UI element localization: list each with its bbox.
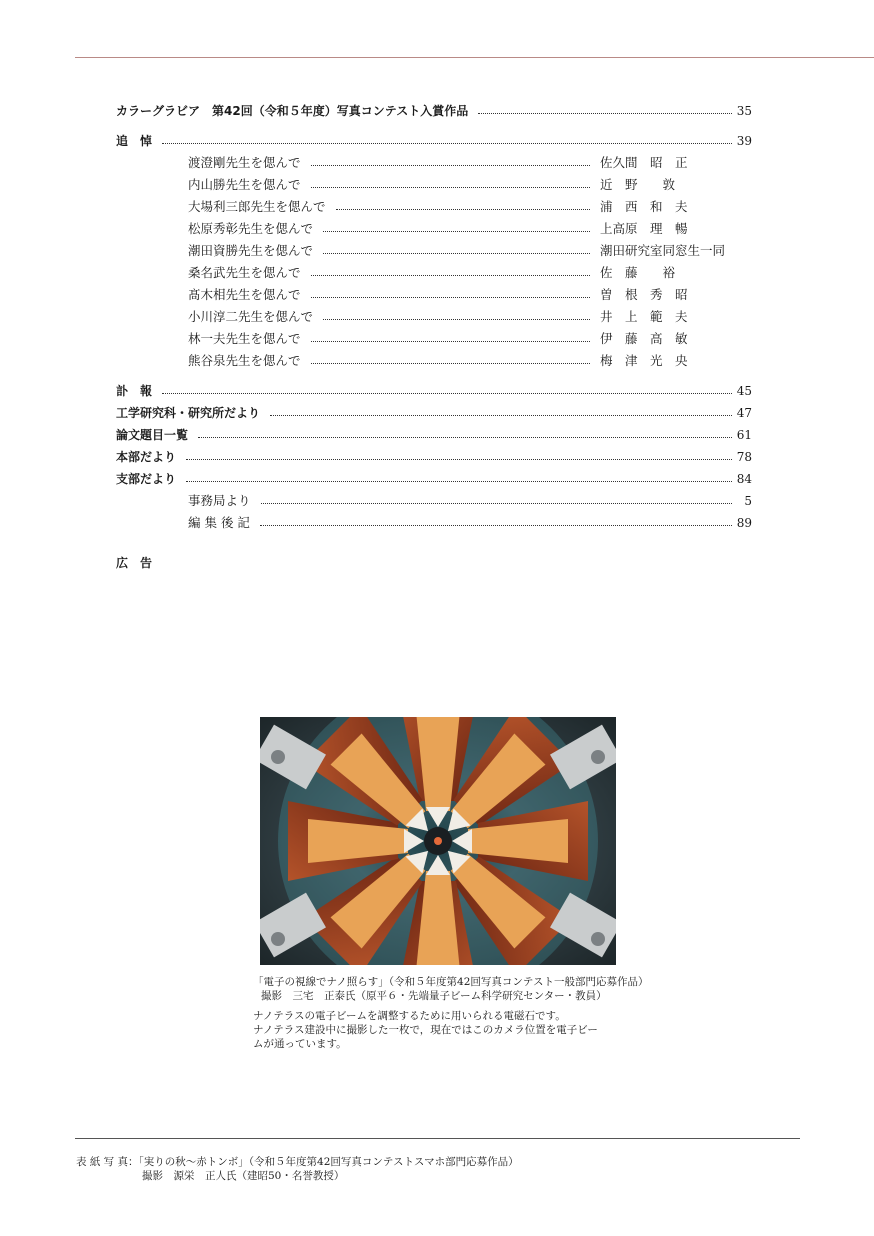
dot-leader xyxy=(323,319,590,320)
memorial-list xyxy=(116,152,752,372)
memorial-row[interactable] xyxy=(188,284,732,306)
dot-leader xyxy=(311,187,590,188)
top-rule xyxy=(75,57,874,58)
dot-leader xyxy=(186,459,732,460)
bottom-rule xyxy=(75,1138,800,1139)
dot-leader xyxy=(162,393,732,394)
memorial-author: 佐久間 昭 正 xyxy=(600,155,688,170)
memorial-row[interactable] xyxy=(188,328,732,350)
dot-leader xyxy=(311,341,590,342)
table-of-contents xyxy=(116,100,752,574)
memorial-author: 上高原 理 暢 xyxy=(600,221,688,236)
magnet-photo-illustration xyxy=(260,717,616,965)
memorial-title: 林一夫先生を偲んで xyxy=(188,331,301,346)
toc-row-jimukyoku[interactable] xyxy=(188,490,752,512)
toc-page: 89 xyxy=(736,516,752,530)
memorial-row[interactable] xyxy=(188,262,732,284)
toc-title: 訃 報 xyxy=(116,384,153,398)
cover-line-2: 撮影 源栄 正人氏（建昭50・名誉教授） xyxy=(142,1170,345,1182)
toc-title: カラーグラビア 第42回（令和５年度）写真コンテスト入賞作品 xyxy=(116,104,469,118)
dot-leader xyxy=(198,437,732,438)
dot-leader xyxy=(311,165,590,166)
dot-leader xyxy=(270,415,732,416)
dot-leader xyxy=(260,525,732,526)
dot-leader xyxy=(186,481,732,482)
toc-title: 本部だより xyxy=(116,450,177,464)
memorial-row[interactable] xyxy=(188,218,732,240)
toc-row-kenkyusho[interactable] xyxy=(116,402,752,424)
dot-leader xyxy=(311,363,590,364)
memorial-title: 桑名武先生を偲んで xyxy=(188,265,301,280)
memorial-title: 髙木相先生を偲んで xyxy=(188,287,301,302)
dot-leader xyxy=(478,113,732,114)
toc-page: 35 xyxy=(736,104,752,118)
dot-leader xyxy=(323,231,590,232)
toc-title: 事務局より xyxy=(188,493,251,508)
toc-title: 工学研究科・研究所だより xyxy=(116,406,261,420)
memorial-title: 大場利三郎先生を偲んで xyxy=(188,199,326,214)
memorial-author: 井 上 範 夫 xyxy=(600,309,688,324)
memorial-author: 近 野 敦 xyxy=(600,177,676,192)
memorial-row[interactable] xyxy=(188,196,732,218)
dot-leader xyxy=(323,253,590,254)
caption-title: 「電子の視線でナノ照らす」（令和５年度第42回写真コンテスト一般部門応募作品） xyxy=(253,976,649,988)
toc-page: 47 xyxy=(736,406,752,420)
memorial-row[interactable] xyxy=(188,240,732,262)
memorial-title: 松原秀彰先生を偲んで xyxy=(188,221,314,236)
dot-leader xyxy=(311,297,590,298)
memorial-title: 小川淳二先生を偲んで xyxy=(188,309,314,324)
dot-leader xyxy=(261,503,732,504)
magnet-photo xyxy=(260,717,616,965)
toc-page: 39 xyxy=(736,134,752,148)
memorial-author: 伊 藤 高 敏 xyxy=(600,331,688,346)
memorial-row[interactable] xyxy=(188,174,732,196)
memorial-title: 内山勝先生を偲んで xyxy=(188,177,301,192)
memorial-title: 渡澄剛先生を偲んで xyxy=(188,155,301,170)
caption-credit: 撮影 三宅 正泰氏（原平６・先端量子ビーム科学研究センター・教員） xyxy=(261,990,607,1002)
dot-leader xyxy=(336,209,590,210)
toc-page: 84 xyxy=(736,472,752,486)
dot-leader xyxy=(311,275,590,276)
photo-caption xyxy=(253,975,649,1051)
toc-title: 論文題目一覧 xyxy=(116,428,189,442)
toc-page: 78 xyxy=(736,450,752,464)
memorial-author: 梅 津 光 央 xyxy=(600,353,688,368)
memorial-author: 潮田研究室同窓生一同 xyxy=(600,243,726,258)
memorial-title: 熊谷泉先生を偲んで xyxy=(188,353,301,368)
toc-page: 45 xyxy=(736,384,752,398)
memorial-row[interactable] xyxy=(188,350,732,372)
toc-page: 61 xyxy=(736,428,752,442)
caption-description: ナノテラスの電子ビームを調整するために用いられる電磁石です。 ナノテラス建設中に撮影した一枚で，現在ではこのカメラ位置を電子ビー ムが通っています。 xyxy=(253,1010,598,1050)
toc-row-henshu[interactable] xyxy=(188,512,752,534)
toc-title: 支部だより xyxy=(116,472,177,486)
toc-page: 5 xyxy=(744,494,752,508)
memorial-author: 浦 西 和 夫 xyxy=(600,199,688,214)
toc-row-shibu[interactable] xyxy=(116,468,752,490)
toc-row-gravure[interactable] xyxy=(116,100,752,122)
memorial-row[interactable] xyxy=(188,306,732,328)
memorial-row[interactable] xyxy=(188,152,732,174)
toc-title: 編 集 後 記 xyxy=(188,515,250,530)
cover-photo-credit xyxy=(76,1155,519,1183)
dot-leader xyxy=(162,143,732,144)
toc-row-ronbun[interactable] xyxy=(116,424,752,446)
toc-row-honbu[interactable] xyxy=(116,446,752,468)
memorial-author: 曽 根 秀 昭 xyxy=(600,287,688,302)
memorial-author: 佐 藤 裕 xyxy=(600,265,676,280)
toc-title: 追 悼 xyxy=(116,134,153,148)
toc-row-kokoku[interactable] xyxy=(116,552,752,574)
toc-row-tsuito[interactable] xyxy=(116,130,752,152)
toc-row-fuho[interactable] xyxy=(116,380,752,402)
memorial-title: 潮田資勝先生を偲んで xyxy=(188,243,314,258)
cover-line-1: 表 紙 写 真：「実りの秋～赤トンボ」（令和５年度第42回写真コンテストスマホ部門応募作品） xyxy=(76,1156,519,1168)
toc-title: 広 告 xyxy=(116,556,153,570)
